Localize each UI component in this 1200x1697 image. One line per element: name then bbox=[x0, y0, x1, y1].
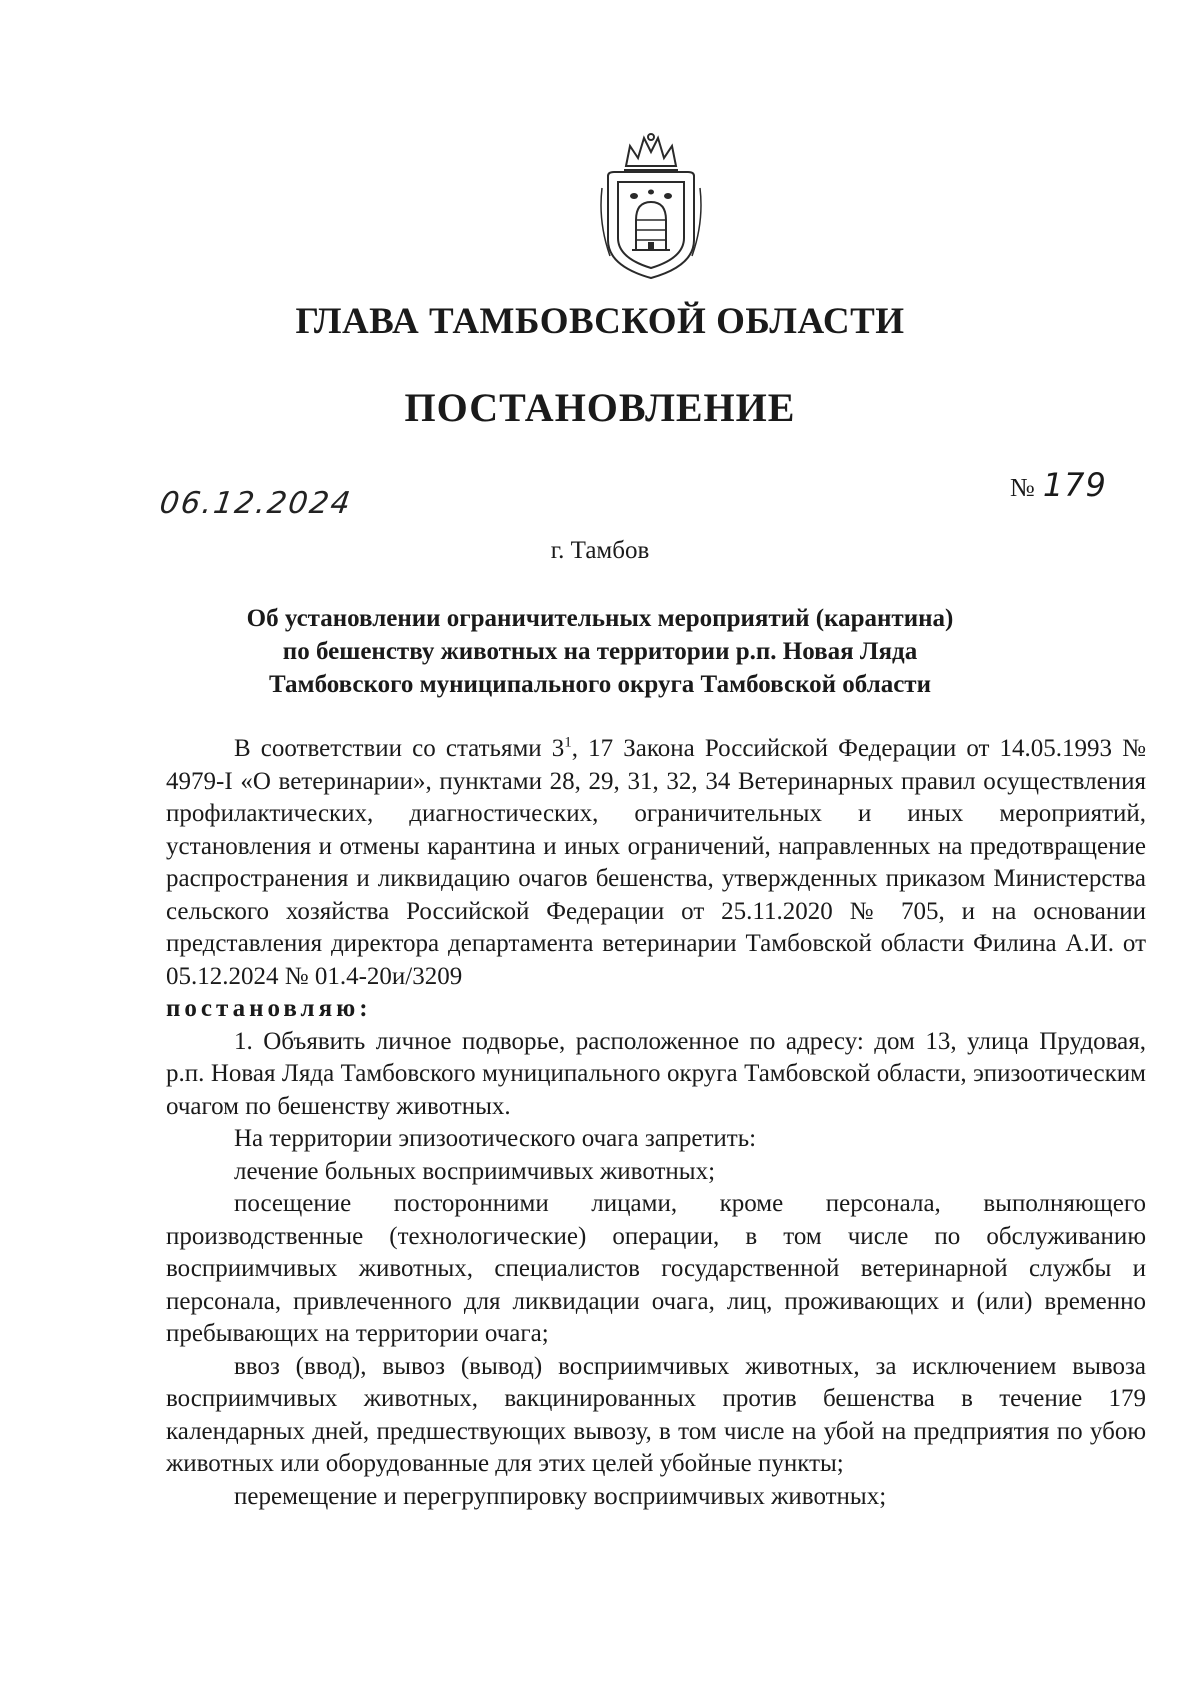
number-value: 179 bbox=[1042, 466, 1107, 504]
body-paragraph: перемещение и перегруппировку восприимчивых животных; bbox=[234, 1482, 887, 1510]
document-type: ПОСТАНОВЛЕНИЕ bbox=[404, 385, 796, 430]
body-paragraph: ввоз (ввод), вывоз (вывод) восприимчивых животных, за исключением вывоза восприимчивых животных, вакцинированных против бешенства в течение 179 календарных дней, предшествующих вывозу, в том числе на убой на предприятия по убою животных или оборудованные для этих целей убойные пункты; bbox=[166, 1352, 1146, 1477]
document-title bbox=[200, 602, 1000, 701]
issuing-authority: ГЛАВА ТАМБОВСКОЙ ОБЛАСТИ bbox=[295, 301, 905, 342]
article-superscript: 1 bbox=[564, 734, 572, 751]
body-paragraph: посещение посторонними лицами, кроме персонала, выполняющего производственные (технологические) операции, в том числе по обслуживанию восприимчивых животных, специалистов государственной ветеринарной службы и персонала, привлеченного для ликвидации очага, лиц, проживающих и (или) временно пребывающих на территории очага; bbox=[166, 1190, 1146, 1347]
title-line: Об установлении ограничительных мероприятий (карантина) bbox=[246, 605, 954, 632]
preamble-text-start: В соответствии со статьями 3 bbox=[234, 735, 565, 762]
tambov-coat-of-arms-icon bbox=[596, 132, 706, 282]
body-paragraph: лечение больных восприимчивых животных; bbox=[234, 1157, 716, 1185]
title-line: Тамбовского муниципального округа Тамбовской области bbox=[268, 671, 931, 698]
resolve-word: постановляю: bbox=[166, 995, 372, 1022]
body-paragraph: На территории эпизоотического очага запретить: bbox=[234, 1125, 757, 1152]
resolve-paragraph bbox=[166, 993, 1146, 1026]
number-sign: № bbox=[1010, 473, 1035, 502]
body-paragraph: 1. Объявить личное подворье, расположенное по адресу: дом 13, улица Прудовая, р.п. Новая Ляда Тамбовского муниципального округа Тамбовской области, эпизоотическим очагом по бешенству животных. bbox=[166, 1027, 1146, 1120]
document-number bbox=[1010, 466, 1107, 504]
document-city: г. Тамбов bbox=[550, 537, 650, 564]
document-body bbox=[166, 733, 1146, 1513]
preamble-text-rest: , 17 Закона Российской Федерации от 14.05.1993 № 4979-I «О ветеринарии», пунктами 28, 29, 31, 32, 34 Ветеринарных правил осуществления профилактических, диагностических, ограничительных и иных мероприятий, установления и отмены карантина и иных ограничений, направленных на предотвращение распространения и ликвидацию очагов бешенства, утвержденных приказом Министерства сельского хозяйства Российской Федерации от 25.11.2020 № 705, и на основании представления директора департамента ветеринарии Тамбовской области Филина А.И. от 05.12.2024 № 01.4-20и/3209 bbox=[166, 735, 1146, 990]
document-date: 06.12.2024 bbox=[157, 486, 355, 521]
preamble-paragraph bbox=[166, 733, 1146, 993]
title-line: по бешенству животных на территории р.п. Новая Ляда bbox=[282, 638, 918, 665]
